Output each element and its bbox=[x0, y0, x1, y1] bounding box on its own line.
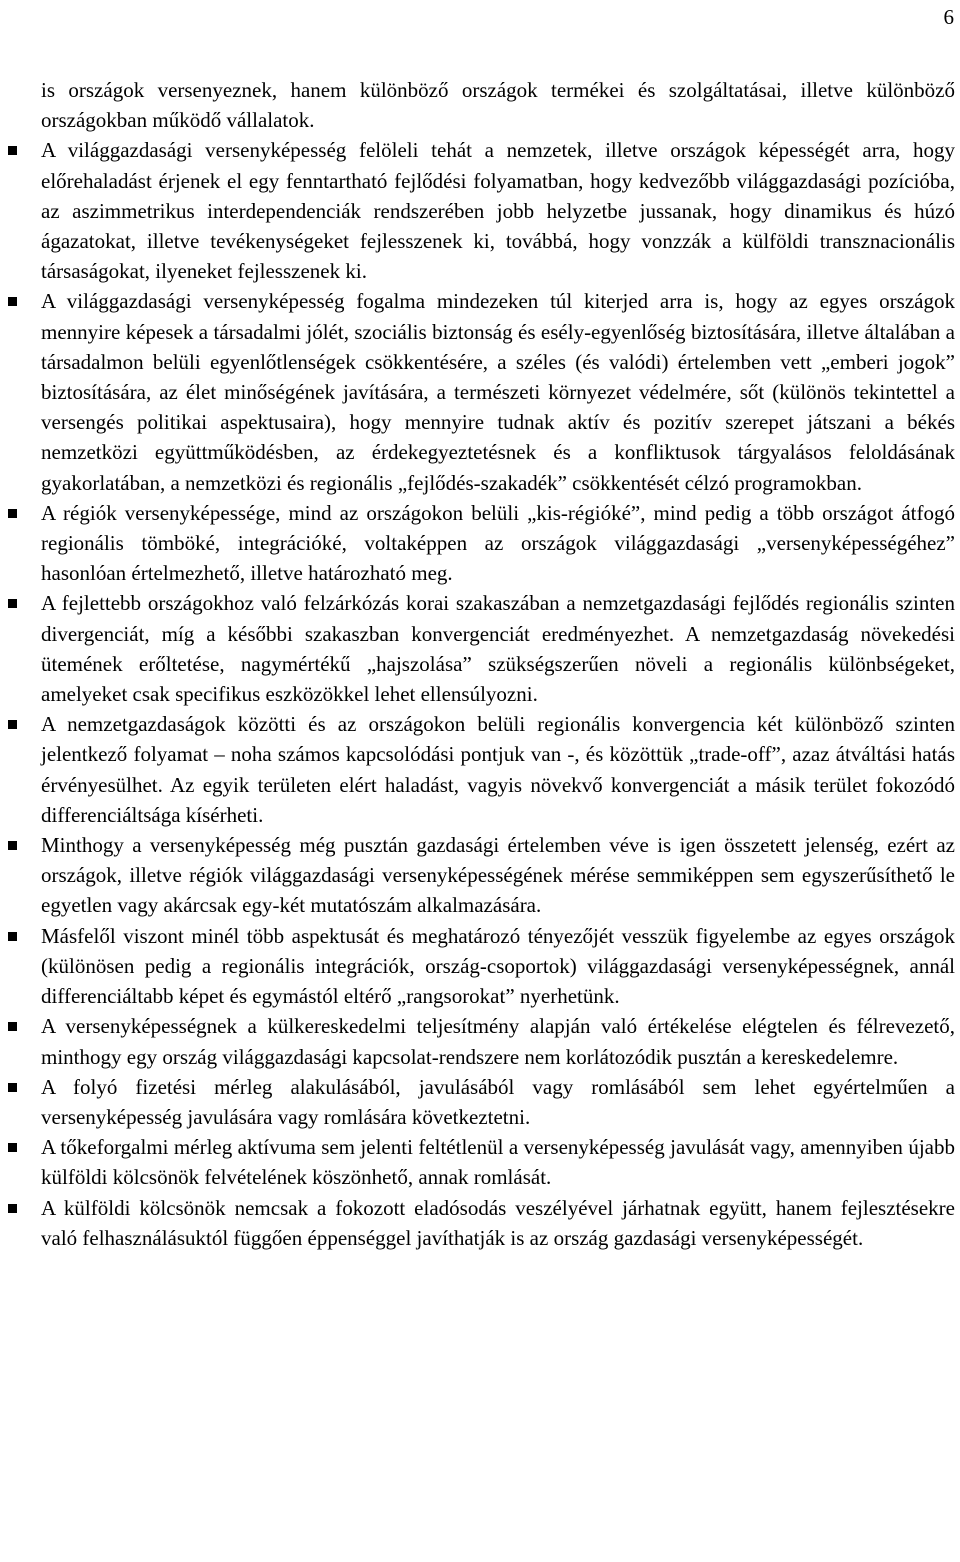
bullet-item bbox=[41, 709, 955, 830]
bullet-text: A tőkeforgalmi mérleg aktívuma sem jelenti feltétlenül a versenyképesség javulását vagy, amennyiben újabb külföldi kölcsönök felvételének köszönhető, annak romlását. bbox=[41, 1135, 955, 1190]
square-bullet-icon bbox=[8, 841, 17, 850]
bullet-text: A versenyképességnek a külkereskedelmi teljesítmény alapján való értékelése elégtelen és félrevezető, minthogy egy ország világgazdasági kapcsolat-rendszere nem korlátozódik pusztán a kereskedelemre. bbox=[41, 1014, 955, 1069]
square-bullet-icon bbox=[8, 599, 17, 608]
bullet-text: A külföldi kölcsönök nemcsak a fokozott eladósodás veszélyével járhatnak együtt, hanem fejlesztésekre való felhasználásuktól függően éppenséggel javíthatják is az ország gazdasági versenyképességét. bbox=[41, 1195, 955, 1250]
bullet-text: Másfelől viszont minél több aspektusát és meghatározó tényezőjét vesszük figyelembe az egyes országok (különösen pedig a regionális integrációk, ország-csoportok) világgazdasági versenyképességnek, annál differenciáltabb képet és egymástól eltérő „rangsorokat” nyerhetünk. bbox=[41, 923, 955, 1009]
bullet-text: A világgazdasági versenyképesség felöleli tehát a nemzetek, illetve országok képességét arra, hogy előrehaladást érjenek el egy fenntartható fejlődési folyamatban, hogy kedvezőbb világgazdasági pozícióba, az aszimmetrikus interdependenciák rendszerében jobb helyzetbe jussanak, hogy dinamikus és húzó ágazatokat, illetve tevékenységeket fejlesszenek ki, továbbá, hogy vonzzák a külföldi transznacionális társaságokat, ilyeneket fejlesszenek ki. bbox=[41, 138, 955, 284]
square-bullet-icon bbox=[8, 1083, 17, 1092]
bullet-item bbox=[41, 830, 955, 921]
bullet-text: A fejlettebb országokhoz való felzárkózás korai szakaszában a nemzetgazdasági fejlődés regionális szinten divergenciát, míg a későbbi szakaszban konvergenciát eredményezhet. A nemzetgazdaság növekedési ütemének erőltetése, nagymértékű „hajszolása” szükségszerűen növeli a regionális különbségeket, amelyeket csak specifikus eszközökkel lehet ellensúlyozni. bbox=[41, 591, 955, 707]
bullet-item bbox=[41, 135, 955, 286]
bullet-item bbox=[41, 1011, 955, 1071]
bullet-item bbox=[41, 286, 955, 497]
bullet-item bbox=[41, 1072, 955, 1132]
page-number: 6 bbox=[943, 5, 954, 29]
bullet-item bbox=[41, 1132, 955, 1192]
square-bullet-icon bbox=[8, 720, 17, 729]
continuation-paragraph: is országok versenyeznek, hanem különböző országok termékei és szolgáltatásai, illetve különböző országokban működő vállalatok. bbox=[41, 78, 955, 133]
bullet-text: A folyó fizetési mérleg alakulásából, javulásából vagy romlásából sem lehet egyértelműen a versenyképesség javulására vagy romlására következtetni. bbox=[41, 1074, 955, 1129]
bullet-text: A világgazdasági versenyképesség fogalma mindezeken túl kiterjed arra is, hogy az egyes országok mennyire képesek a társadalmi jólét, szociális biztonság és esély-egyenlőség biztosítására, illetve általában a társadalmon belüli egyenlőtlenségek csökkentésére, a széles (és valódi) értelemben vett „emberi jogok” biztosítására, az élet minőségének javítására, a természeti környezet védelmére, sőt (különös tekintettel a versengés politikai aspektusaira), hogy mennyire tudnak aktív és pozitív szerepet játszani a békés nemzetközi együttműködésben, az érdekegyeztetésnek és a konfliktusok tárgyalásos feloldásának gyakorlatában, a nemzetközi és regionális „fejlődés-szakadék” csökkentését célzó programokban. bbox=[41, 289, 955, 495]
bullet-item bbox=[41, 498, 955, 589]
square-bullet-icon bbox=[8, 932, 17, 941]
square-bullet-icon bbox=[8, 1204, 17, 1213]
square-bullet-icon bbox=[8, 297, 17, 306]
square-bullet-icon bbox=[8, 1022, 17, 1031]
bullet-text: A régiók versenyképessége, mind az országokon belüli „kis-régióké”, mind pedig a több országot átfogó regionális tömböké, integrációké, voltaképpen az országok világgazdasági „versenyképességéhez” hasonlóan értelmezhető, illetve határozható meg. bbox=[41, 500, 955, 586]
bullet-item bbox=[41, 921, 955, 1012]
square-bullet-icon bbox=[8, 509, 17, 518]
square-bullet-icon bbox=[8, 146, 17, 155]
bullet-text: A nemzetgazdaságok közötti és az országokon belüli regionális konvergencia két különböző szinten jelentkező folyamat – noha számos kapcsolódási pontjuk van -, és közöttük „trade-off”, azaz átváltási hatás érvényesülhet. Az egyik területen elért haladást, vagyis növekvő konvergenciát a másik terület fokozódó differenciáltsága kísérheti. bbox=[41, 712, 955, 827]
square-bullet-icon bbox=[8, 1143, 17, 1152]
bullet-item bbox=[41, 1193, 955, 1253]
document-body bbox=[0, 75, 960, 1253]
bullet-text: Minthogy a versenyképesség még pusztán gazdasági értelemben véve is igen összetett jelenség, ezért az országok, illetve régiók világgazdasági versenyképességének mérése semmiképpen sem egyszerűsíthető le egyetlen vagy akárcsak egy-két mutatószám alkalmazására. bbox=[41, 833, 955, 918]
bullet-item bbox=[41, 588, 955, 709]
